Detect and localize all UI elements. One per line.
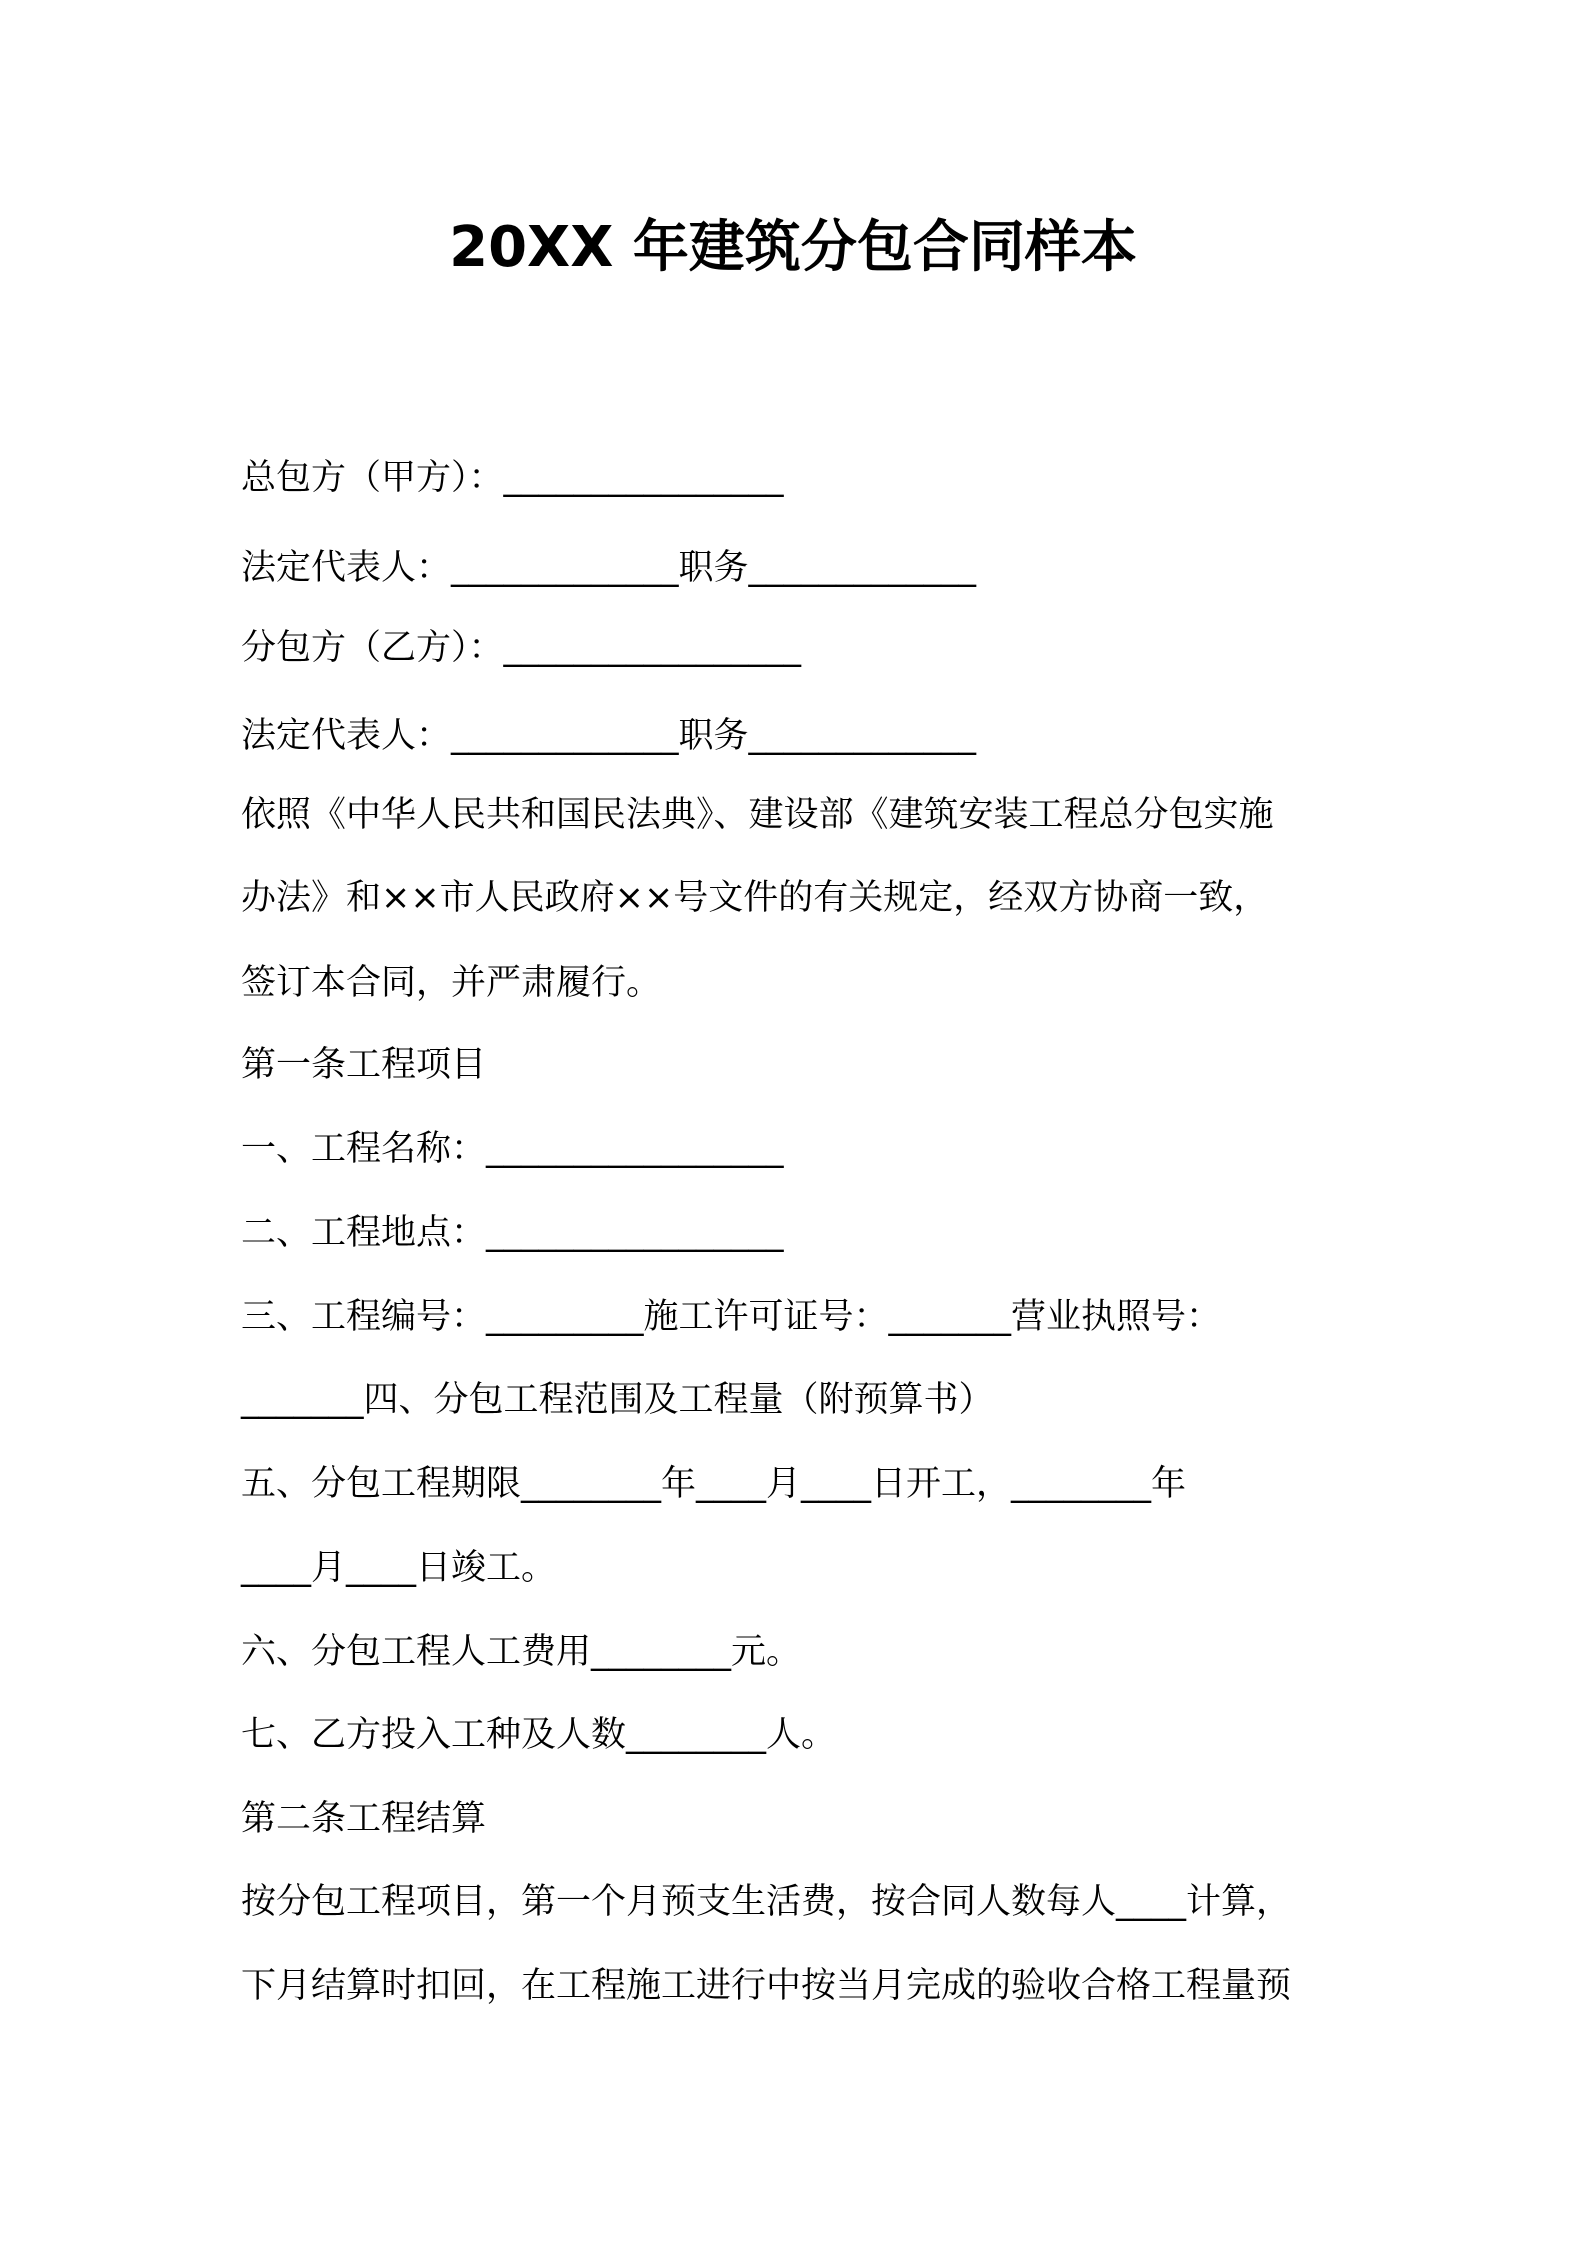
preamble-line-1: 依照《中华人民共和国民法典》、建设部《建筑安装工程总分包实施 xyxy=(241,795,1274,835)
general-contractor-line: 总包方（甲方）：________________ xyxy=(241,458,784,498)
article-2-heading: 第二条工程结算 xyxy=(241,1799,487,1839)
labor-cost-line: 六、分包工程人工费用________元。 xyxy=(241,1632,802,1672)
project-location-line: 二、工程地点：_________________ xyxy=(241,1213,784,1253)
legal-representative-line-b: 法定代表人：_____________职务_____________ xyxy=(241,716,977,756)
preamble-line-2: 办法》和××市人民政府××号文件的有关规定，经双方协商一致， xyxy=(241,878,1269,918)
settlement-line-2: 下月结算时扣回，在工程施工进行中按当月完成的验收合格工程量预 xyxy=(241,1966,1292,2006)
schedule-line-2: ____月____日竣工。 xyxy=(241,1548,557,1588)
preamble-line-3: 签订本合同，并严肃履行。 xyxy=(241,963,662,1003)
workers-line: 七、乙方投入工种及人数________人。 xyxy=(241,1715,837,1755)
article-1-heading: 第一条工程项目 xyxy=(241,1045,487,1085)
legal-representative-line-a: 法定代表人：_____________职务_____________ xyxy=(241,548,977,588)
scope-line: _______四、分包工程范围及工程量（附预算书） xyxy=(241,1380,994,1420)
document-title: 20XX 年建筑分包合同样本 xyxy=(449,215,1137,280)
schedule-line-1: 五、分包工程期限________年____月____日开工，________年 xyxy=(241,1464,1187,1504)
settlement-line-1: 按分包工程项目，第一个月预支生活费，按合同人数每人____计算， xyxy=(241,1882,1292,1922)
project-number-line: 三、工程编号：_________施工许可证号：_______营业执照号： xyxy=(241,1297,1222,1337)
project-name-line: 一、工程名称：_________________ xyxy=(241,1129,784,1169)
subcontractor-line: 分包方（乙方）：_________________ xyxy=(241,628,802,668)
